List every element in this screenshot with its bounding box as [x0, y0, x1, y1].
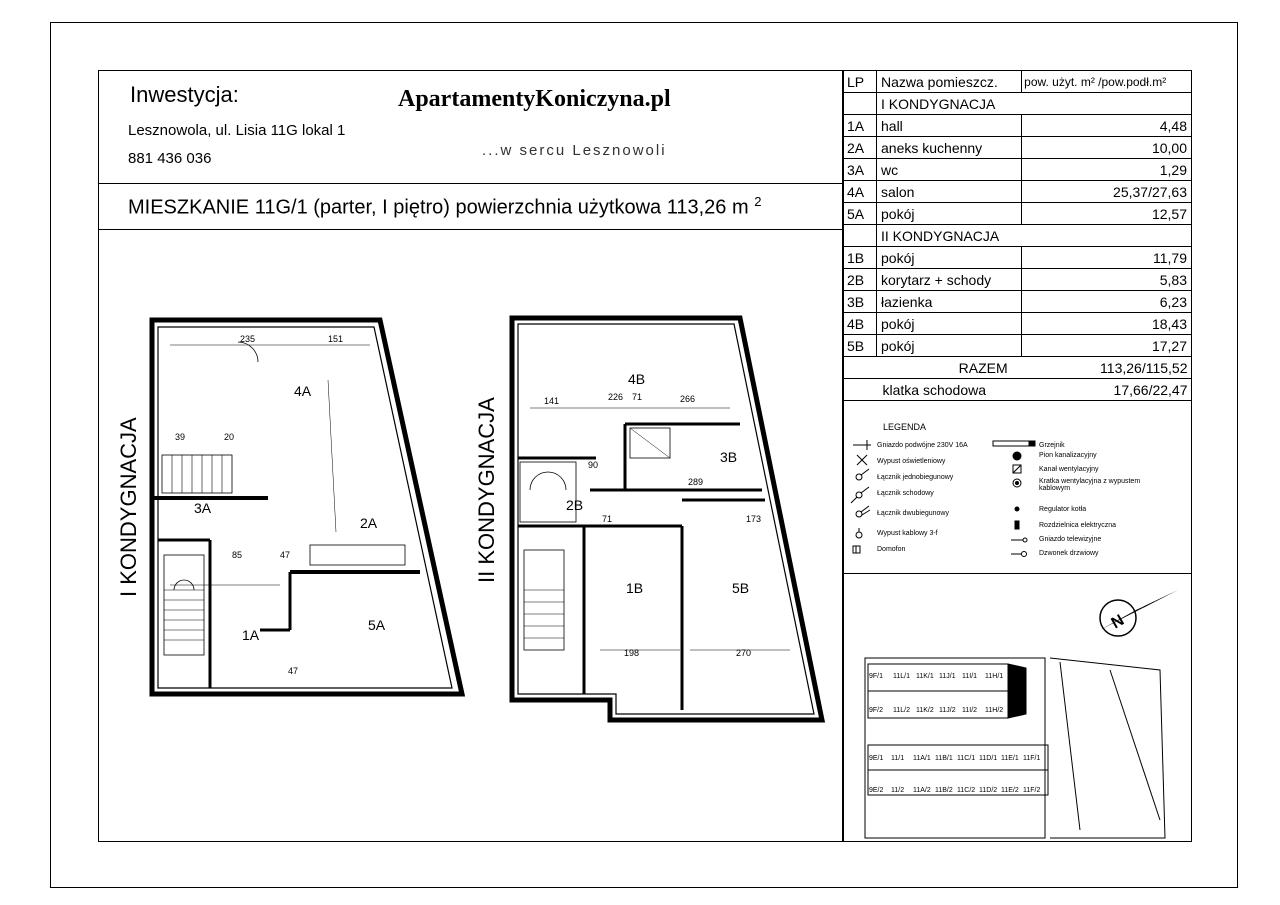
svg-text:47: 47 [280, 550, 291, 560]
site-label: 11H/2 [985, 707, 1004, 714]
floor2-label: II KONDYGNACJA [474, 397, 499, 583]
table-row [843, 247, 1192, 269]
floor1-plan [140, 300, 470, 730]
legend-right-item: Dzwonek drzwiowy [1039, 550, 1099, 557]
svg-text:270: 270 [736, 648, 752, 658]
row-lp: 4A [843, 181, 877, 203]
site-label: 11/2 [891, 787, 905, 794]
site-label: 11C/1 [957, 755, 976, 762]
legend-left-item: Łącznik jednobiegunowy [877, 474, 954, 481]
table-row [843, 269, 1192, 291]
row-area: 10,00 [1022, 137, 1192, 159]
site-label: 9E/1 [869, 755, 884, 762]
phone: 881 436 036 [128, 150, 212, 167]
site-label: 11C/2 [957, 787, 976, 794]
col-name: Nazwa pomieszcz. [877, 71, 1022, 93]
apartment-title-row [98, 184, 842, 230]
site-label: 11B/1 [935, 755, 953, 762]
svg-text:71: 71 [602, 514, 613, 524]
row-lp: 2A [843, 137, 877, 159]
compass-icon [1080, 580, 1190, 650]
legend-right-item: Gniazdo telewizyjne [1039, 536, 1102, 543]
svg-text:71: 71 [632, 392, 643, 402]
site-label: 11F/2 [1023, 787, 1041, 794]
row-name: pokój [877, 247, 1022, 269]
row-lp: 3A [843, 159, 877, 181]
site-label: 11A/1 [913, 755, 931, 762]
site-label: 11J/1 [939, 673, 956, 680]
row-lp: 5A [843, 203, 877, 225]
room-5A: 5A [368, 617, 386, 633]
site-label: 11D/1 [979, 755, 998, 762]
legend-left-item: Wypust oświetleniowy [877, 458, 946, 465]
stair-row [843, 379, 1192, 401]
room-4A: 4A [294, 383, 312, 399]
row-lp: 3B [843, 291, 877, 313]
site-label: 11/1 [891, 755, 905, 762]
legend-symbols [843, 416, 1192, 574]
svg-text:173: 173 [746, 514, 762, 524]
table-row [843, 181, 1192, 203]
svg-text:235: 235 [240, 334, 256, 344]
site-label: 9F/1 [869, 673, 884, 680]
row-area: 17,27 [1022, 335, 1192, 357]
room-2A: 2A [360, 515, 378, 531]
site-label: 11L/1 [893, 673, 910, 680]
brand-logo: ApartamentyKoniczyna.pl [398, 86, 671, 112]
room-1A: 1A [242, 627, 260, 643]
site-label: 9F/2 [869, 707, 884, 714]
row-name: aneks kuchenny [877, 137, 1022, 159]
table-row [843, 159, 1192, 181]
rooms-table [842, 70, 1192, 401]
room-1B: 1B [626, 580, 644, 596]
site-label: 11E/2 [1001, 787, 1019, 794]
legend-right-item: Kratka wentylacyjna z wypustem kablowym [1039, 478, 1141, 492]
table-row [843, 291, 1192, 313]
row-area: 1,29 [1022, 159, 1192, 181]
site-label: 11D/2 [979, 787, 998, 794]
row-area: 11,79 [1022, 247, 1192, 269]
site-label: 11K/1 [916, 673, 934, 680]
address: Lesznowola, ul. Lisia 11G lokal 1 [128, 122, 346, 139]
legend-left-item: Gniazdo podwójne 230V 16A [877, 442, 968, 449]
section-row [843, 93, 1192, 115]
svg-text:266: 266 [680, 394, 696, 404]
legend-right-item: Pion kanalizacyjny [1039, 452, 1097, 459]
table-row [843, 115, 1192, 137]
site-label: 9E/2 [869, 787, 884, 794]
row-name: salon [877, 181, 1022, 203]
svg-text:47: 47 [288, 666, 299, 676]
svg-text:151: 151 [328, 334, 344, 344]
apartment-title-text: MIESZKANIE 11G/1 (parter, I piętro) powierzchnia użytkowa 113,26 m [128, 196, 749, 219]
legend-right-item: Regulator kotła [1039, 506, 1087, 513]
row-lp: 4B [843, 313, 877, 335]
table-header-row [843, 71, 1192, 93]
row-name: hall [877, 115, 1022, 137]
legend-right-item: Grzejnik [1039, 442, 1065, 449]
site-label: 11I/1 [962, 673, 978, 680]
table-row [843, 203, 1192, 225]
investment-label: Inwestycja: [130, 82, 239, 107]
section1: I KONDYGNACJA [877, 93, 1192, 115]
site-plan [860, 650, 1180, 840]
header-block [98, 70, 842, 184]
legend-right-item: Kanał wentylacyjny [1039, 466, 1099, 473]
svg-text:226: 226 [608, 392, 624, 402]
legend-right-item: Rozdzielnica elektryczna [1039, 522, 1117, 529]
row-area: 12,57 [1022, 203, 1192, 225]
legend-left-item: Łącznik schodowy [877, 490, 934, 497]
total-label: RAZEM [843, 357, 1022, 379]
row-name: korytarz + schody [877, 269, 1022, 291]
site-label: 11L/2 [893, 707, 910, 714]
row-area: 5,83 [1022, 269, 1192, 291]
total-value: 113,26/115,52 [1022, 357, 1192, 379]
row-lp: 2B [843, 269, 877, 291]
svg-text:N: N [1108, 611, 1128, 633]
room-2B: 2B [566, 497, 584, 513]
room-3A: 3A [194, 500, 212, 516]
section-row [843, 225, 1192, 247]
svg-text:141: 141 [544, 396, 560, 406]
row-name: wc [877, 159, 1022, 181]
svg-text:198: 198 [624, 648, 640, 658]
floor2-plan [500, 290, 830, 750]
site-label: 11F/1 [1023, 755, 1041, 762]
row-lp: 5B [843, 335, 877, 357]
stair-value: 17,66/22,47 [1022, 379, 1192, 401]
apartment-title-sup: 2 [754, 194, 762, 209]
room-4B: 4B [628, 371, 646, 387]
row-name: pokój [877, 203, 1022, 225]
room-5B: 5B [732, 580, 750, 596]
apartment-title [128, 194, 761, 220]
row-name: pokój [877, 313, 1022, 335]
col-area: pow. użyt. m² /pow.podł.m² [1022, 71, 1192, 93]
legend-left-item: Wypust kablowy 3-f [877, 530, 938, 537]
floor1-label: I KONDYGNACJA [116, 417, 141, 597]
svg-text:20: 20 [224, 432, 235, 442]
legend-title: LEGENDA [883, 422, 927, 432]
row-name: łazienka [877, 291, 1022, 313]
svg-text:85: 85 [232, 550, 243, 560]
row-lp: 1B [843, 247, 877, 269]
tagline: ...w sercu Lesznowoli [482, 142, 667, 159]
row-lp: 1A [843, 115, 877, 137]
room-3B: 3B [720, 449, 738, 465]
col-lp: LP [843, 71, 877, 93]
svg-text:90: 90 [588, 460, 599, 470]
site-label: 11E/1 [1001, 755, 1019, 762]
svg-text:39: 39 [175, 432, 186, 442]
site-label: 11J/2 [939, 707, 956, 714]
row-name: pokój [877, 335, 1022, 357]
site-label: 11H/1 [985, 673, 1004, 680]
table-row [843, 335, 1192, 357]
site-label: 11A/2 [913, 787, 931, 794]
table-row [843, 313, 1192, 335]
table-row [843, 137, 1192, 159]
site-label: 11I/2 [962, 707, 978, 714]
legend-left-item: Domofon [877, 546, 906, 553]
legend-left-item: Łącznik dwubiegunowy [877, 510, 949, 517]
row-area: 4,48 [1022, 115, 1192, 137]
site-label: 11B/2 [935, 787, 953, 794]
site-label: 11K/2 [916, 707, 934, 714]
svg-text:289: 289 [688, 477, 704, 487]
row-area: 25,37/27,63 [1022, 181, 1192, 203]
row-area: 18,43 [1022, 313, 1192, 335]
row-area: 6,23 [1022, 291, 1192, 313]
legend [843, 416, 1192, 574]
section2: II KONDYGNACJA [877, 225, 1192, 247]
stair-label: klatka schodowa [843, 379, 1022, 401]
total-row [843, 357, 1192, 379]
